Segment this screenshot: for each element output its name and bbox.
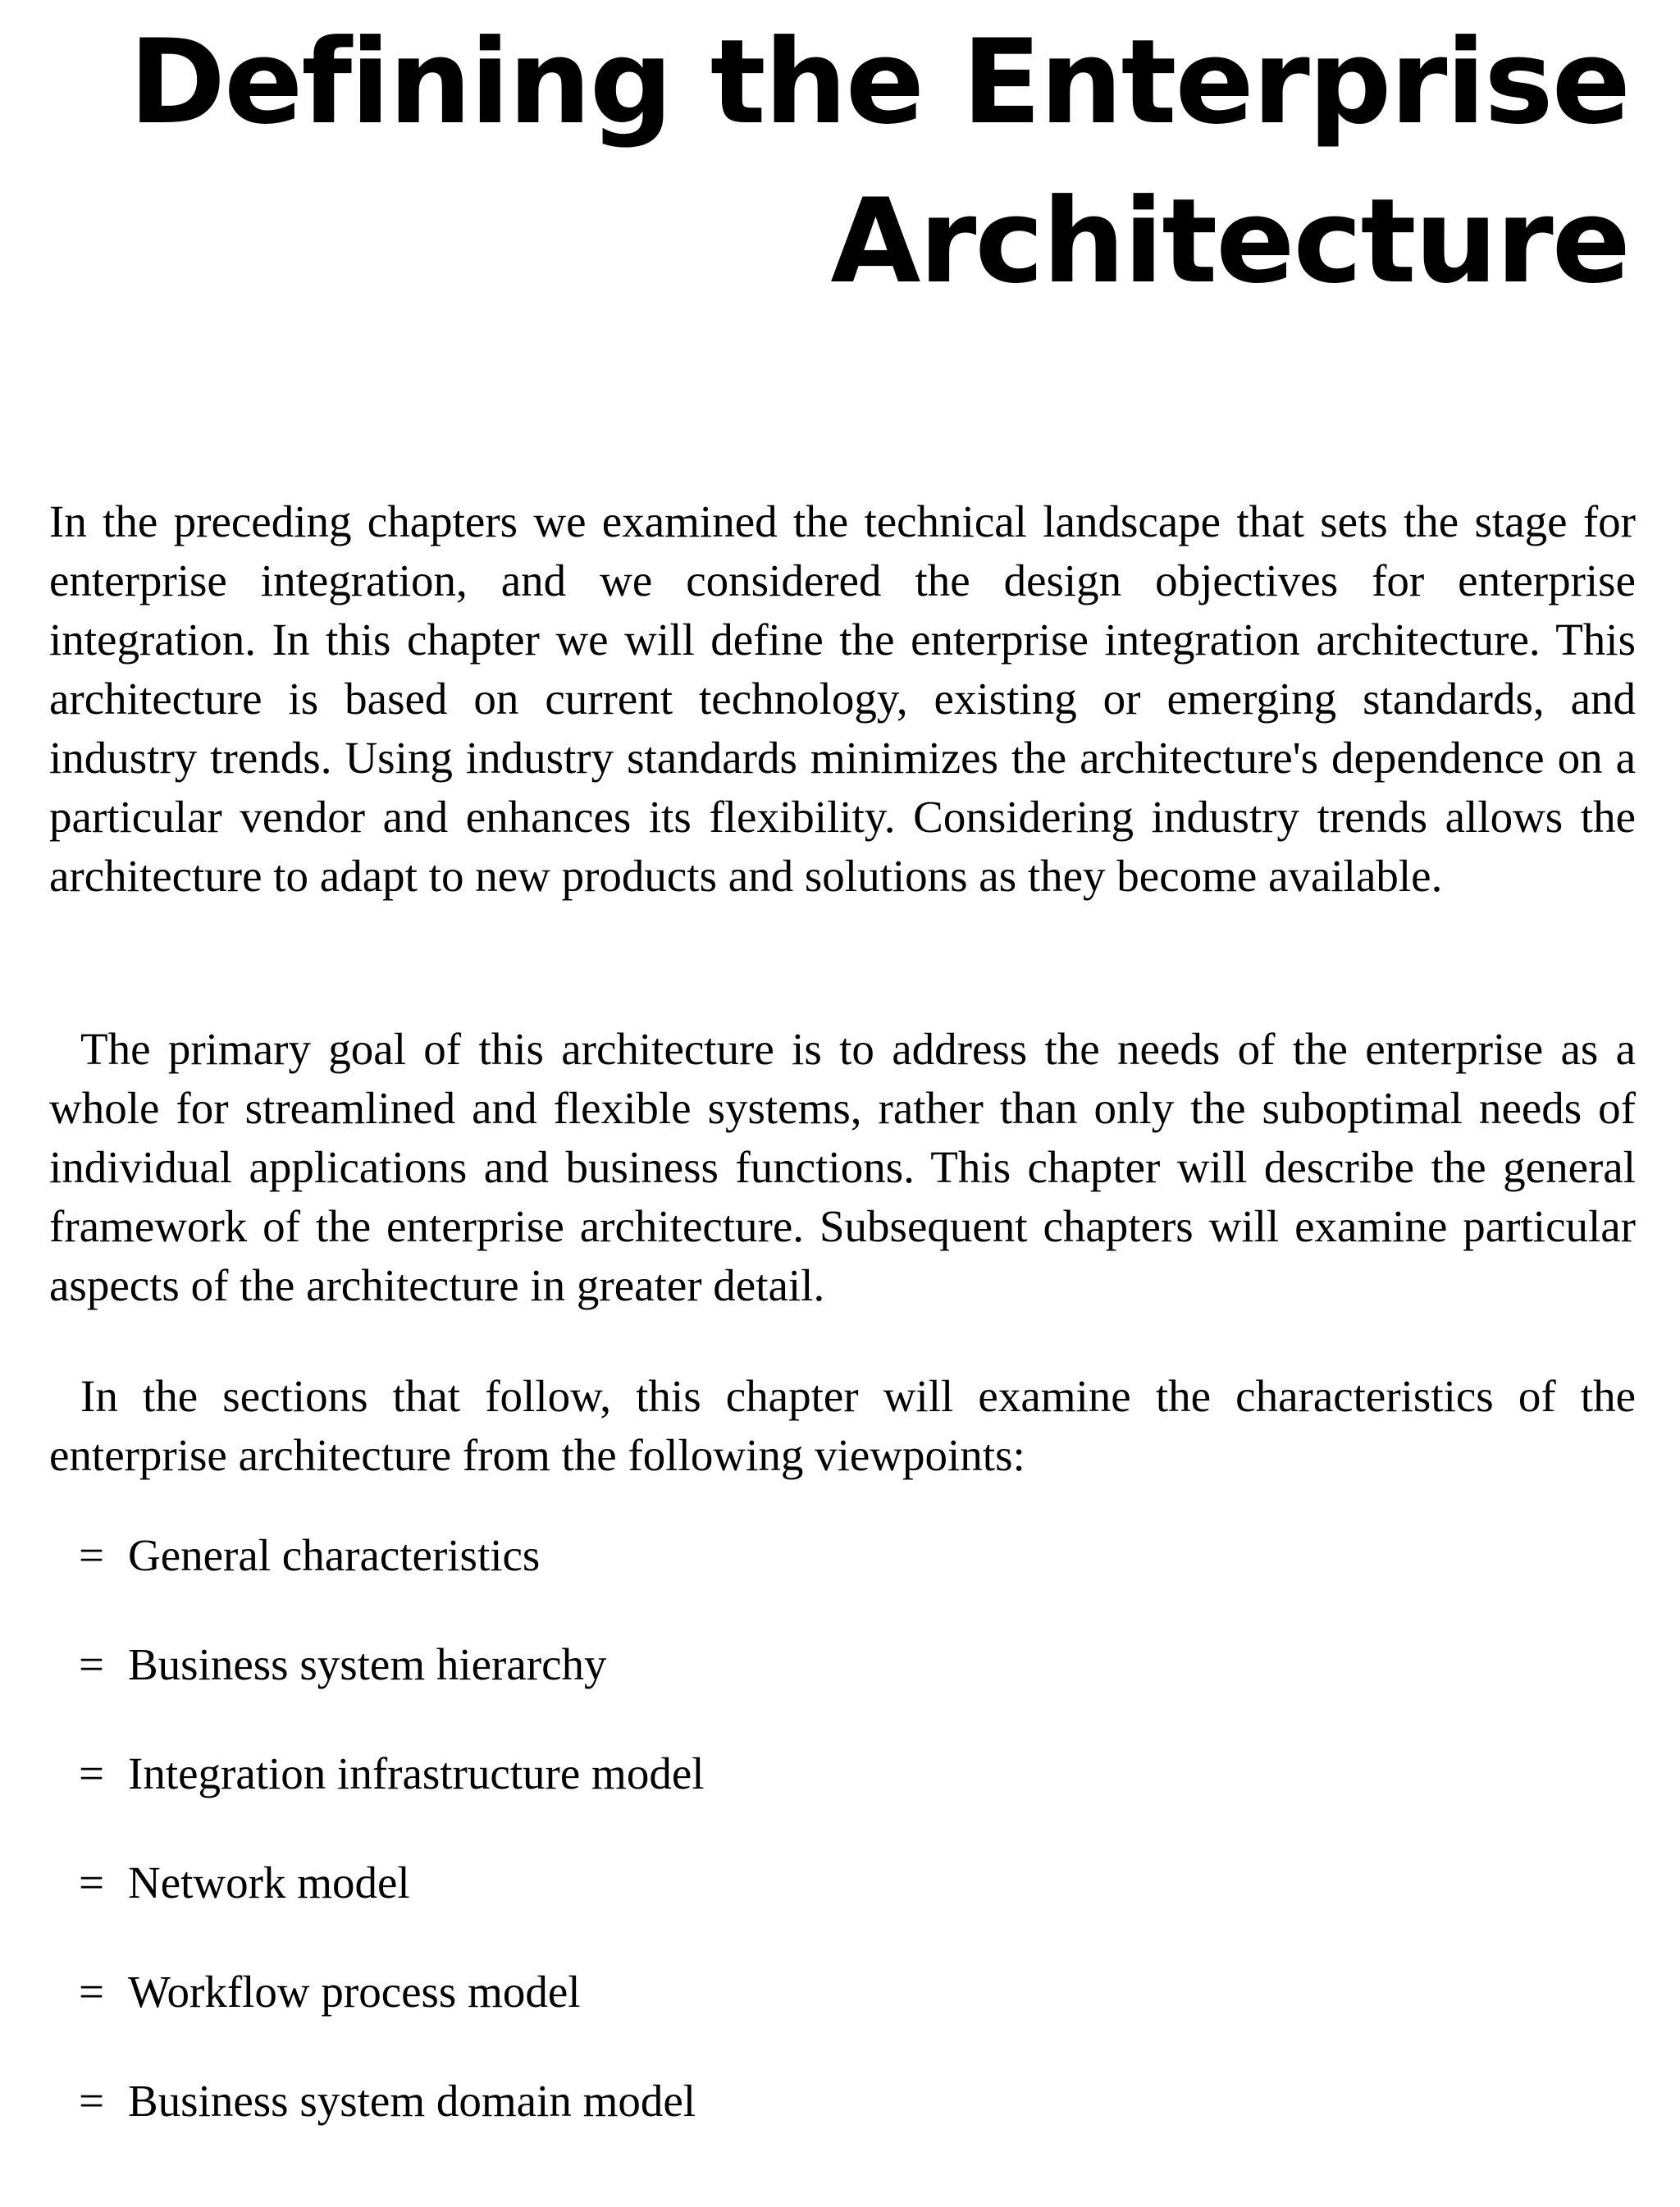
list-item-text: Workflow process model: [128, 1967, 581, 2017]
bullet-marker: =: [79, 1530, 105, 1580]
list-item-text: Business system hierarchy: [128, 1639, 607, 1689]
list-item: [79, 1526, 705, 1635]
bullet-marker: =: [79, 1748, 105, 1798]
list-item-text: Integration infrastructure model: [128, 1748, 705, 1798]
paragraph-primary-goal: The primary goal of this architecture is to address the needs of the enterprise as a whole for streamlined and flexible systems, rather than only the suboptimal needs of individual applications and business functions. This chapter will describe the general framework of the enterprise architecture. Subsequent chapters will examine particular aspects of the architecture in greater detail.: [49, 1024, 1636, 1310]
list-item-text: Network model: [128, 1857, 410, 1908]
list-item: [79, 1853, 705, 1963]
list-item: [79, 2072, 705, 2181]
list-item: [79, 1635, 705, 1744]
list-item-text: Business system domain model: [128, 2076, 696, 2126]
viewpoints-list: [79, 1526, 705, 2181]
chapter-title-line-2: Architecture: [830, 174, 1629, 309]
list-item: [79, 1963, 705, 2072]
bullet-marker: =: [79, 1857, 105, 1908]
paragraph-intro: In the preceding chapters we examined the technical landscape that sets the stage for enterprise integration, and we considered the design objectives for enterprise integration. In this chapter we will define the enterprise integration architecture. This architecture is based on current technology, existing or emerging standards, and industry trends. Using industry standards minimizes the architecture's dependence on a particular vendor and enhances its flexibility. Considering industry trends allows the architecture to adapt to new products and solutions as they become available.: [49, 496, 1636, 901]
bullet-marker: =: [79, 2076, 105, 2126]
bullet-marker: =: [79, 1639, 105, 1689]
chapter-title: [129, 15, 1629, 309]
chapter-title-line-1: Defining the Enterprise: [129, 15, 1629, 150]
bullet-marker: =: [79, 1967, 105, 2017]
list-item: [79, 1744, 705, 1853]
paragraph-viewpoints-intro: In the sections that follow, this chapter will examine the characteristics of the enterprise architecture from the following viewpoints:: [49, 1371, 1636, 1480]
list-item-text: General characteristics: [128, 1530, 541, 1580]
